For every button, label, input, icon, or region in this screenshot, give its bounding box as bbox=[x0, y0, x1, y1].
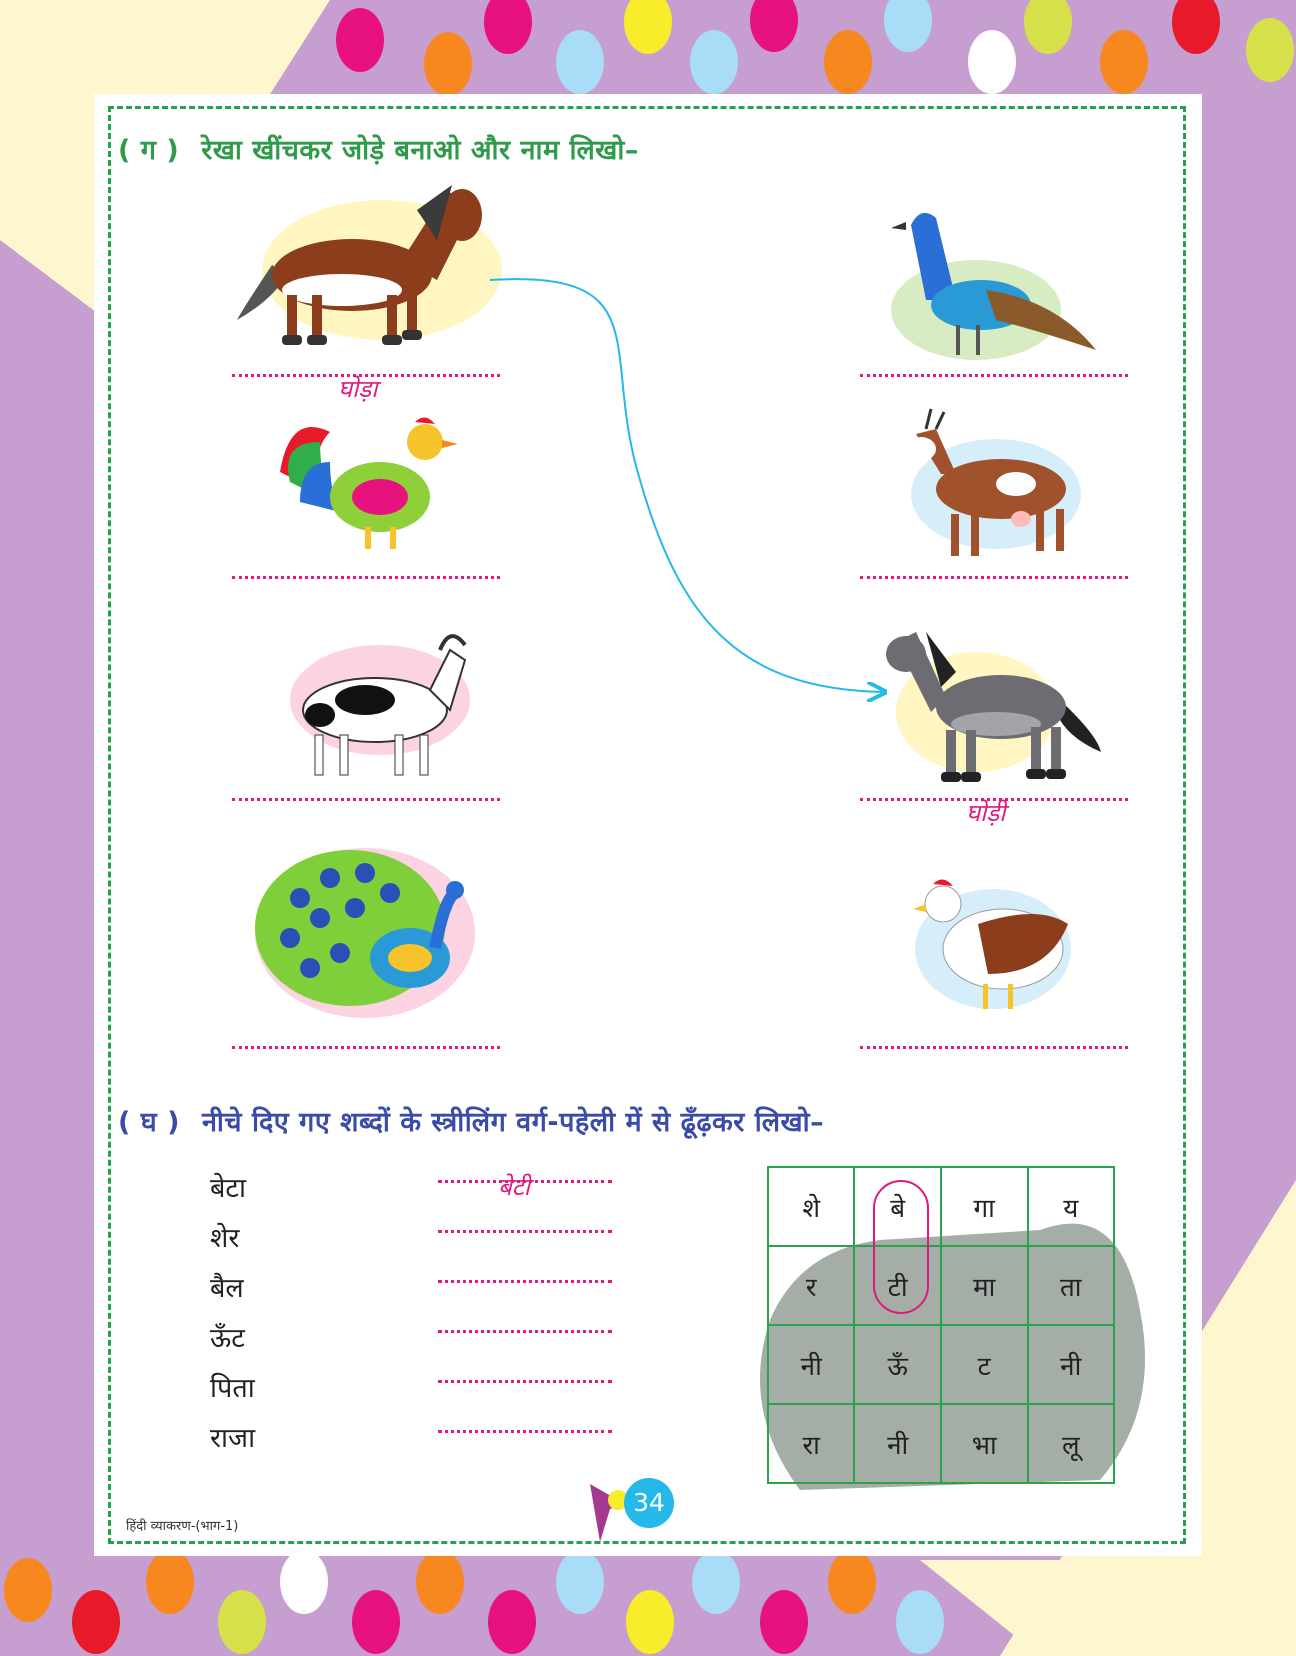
she-goat-icon bbox=[896, 404, 1086, 569]
section-gha-mark: ( घ ) bbox=[118, 1107, 180, 1138]
word-answer-line-4[interactable] bbox=[438, 1330, 612, 1333]
page-number: 34 bbox=[624, 1478, 674, 1528]
puzzle-cell[interactable]: मा bbox=[941, 1246, 1028, 1325]
puzzle-cell[interactable]: बे bbox=[854, 1167, 940, 1246]
puzzle-cell[interactable]: शे bbox=[768, 1167, 854, 1246]
horse-icon bbox=[232, 170, 502, 360]
section-ga-instruction: रेखा खींचकर जोड़े बनाओ और नाम लिखो– bbox=[201, 135, 639, 166]
puzzle-cell[interactable]: रा bbox=[768, 1404, 854, 1483]
answer-line-right-1[interactable] bbox=[860, 374, 1128, 377]
mare-icon bbox=[886, 612, 1106, 792]
goat-icon bbox=[280, 620, 480, 785]
word-answer-line-6[interactable] bbox=[438, 1430, 612, 1433]
word-6: राजा bbox=[210, 1423, 256, 1454]
puzzle-cell[interactable]: र bbox=[768, 1246, 854, 1325]
word-4: ऊँट bbox=[210, 1323, 245, 1354]
word-5: पिता bbox=[210, 1373, 255, 1404]
answer-line-right-2[interactable] bbox=[860, 576, 1128, 579]
puzzle-cell[interactable]: नी bbox=[1028, 1325, 1114, 1404]
word-puzzle-grid bbox=[767, 1166, 1115, 1484]
section-gha-heading bbox=[118, 1102, 824, 1139]
puzzle-cell[interactable]: भा bbox=[941, 1404, 1028, 1483]
answer-line-left-3[interactable] bbox=[232, 798, 500, 801]
word-answer-1: बेटी bbox=[498, 1173, 531, 1201]
puzzle-cell[interactable]: गा bbox=[941, 1167, 1028, 1246]
puzzle-cell[interactable]: टी bbox=[854, 1246, 940, 1325]
answer-right-3: घोड़ी bbox=[966, 799, 1006, 827]
section-ga-heading bbox=[118, 130, 639, 167]
puzzle-cell[interactable]: य bbox=[1028, 1167, 1114, 1246]
section-gha-instruction: नीचे दिए गए शब्दों के स्त्रीलिंग वर्ग-पहेली में से ढूँढ़कर लिखो– bbox=[201, 1107, 825, 1138]
peahen-icon bbox=[886, 200, 1106, 370]
puzzle-cell[interactable]: ता bbox=[1028, 1246, 1114, 1325]
peacock-icon bbox=[250, 838, 480, 1028]
word-answer-line-5[interactable] bbox=[438, 1380, 612, 1383]
word-1: बेटा bbox=[210, 1173, 247, 1204]
answer-line-right-4[interactable] bbox=[860, 1046, 1128, 1049]
puzzle-cell[interactable]: नी bbox=[768, 1325, 854, 1404]
page-ribbon-icon bbox=[580, 1484, 630, 1544]
answer-line-left-4[interactable] bbox=[232, 1046, 500, 1049]
puzzle-cell[interactable]: ऊँ bbox=[854, 1325, 940, 1404]
word-answer-line-3[interactable] bbox=[438, 1280, 612, 1283]
puzzle-cell[interactable]: नी bbox=[854, 1404, 940, 1483]
section-ga-mark: ( ग ) bbox=[118, 135, 180, 166]
rooster-icon bbox=[270, 412, 470, 562]
word-3: बैल bbox=[210, 1273, 244, 1304]
word-2: शेर bbox=[210, 1223, 240, 1254]
hen-icon bbox=[908, 864, 1078, 1024]
answer-highlight-oval bbox=[873, 1180, 929, 1314]
word-answer-line-2[interactable] bbox=[438, 1230, 612, 1233]
puzzle-cell[interactable]: लू bbox=[1028, 1404, 1114, 1483]
puzzle-cell[interactable]: ट bbox=[941, 1325, 1028, 1404]
answer-left-1: घोड़ा bbox=[338, 375, 378, 403]
book-title: हिंदी व्याकरण-(भाग-1) bbox=[126, 1519, 239, 1534]
answer-line-left-2[interactable] bbox=[232, 576, 500, 579]
